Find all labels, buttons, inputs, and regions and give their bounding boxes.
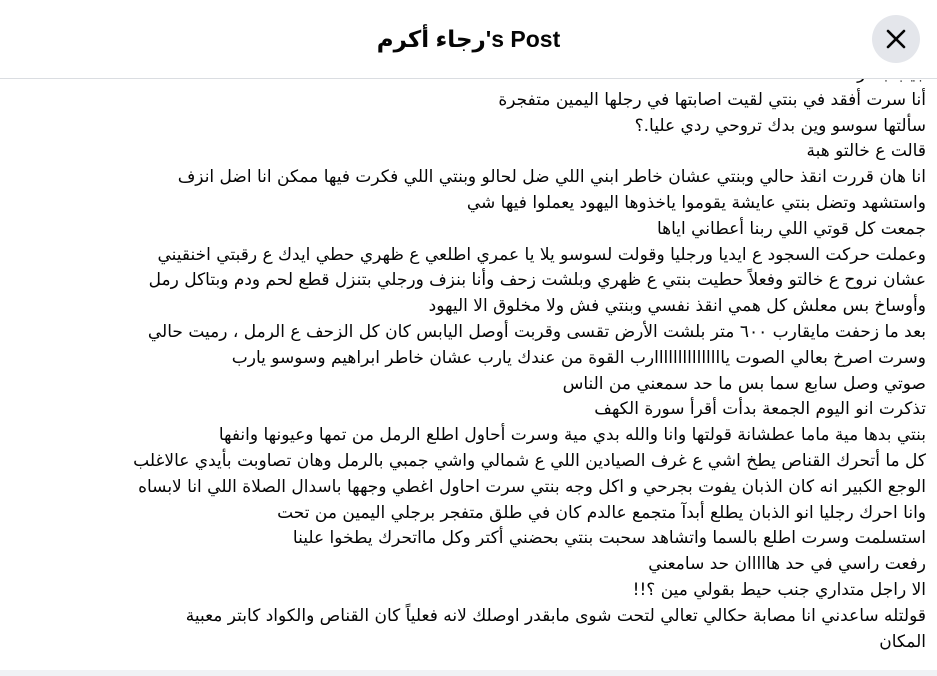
post-text-line: وعملت حركت السجود ع ايديا ورجليا وقولت لسوسو يلا يا عمري اطلعي ع ظهري حطي ايدك ع رقبتي اخنقيني	[157, 244, 926, 265]
post-text-line: جمعت كل قوتي اللي ربنا أعطاني اياها	[656, 218, 926, 239]
post-text-line: رفعت راسي في حد هااااان حد سامعني	[648, 554, 926, 575]
close-button[interactable]	[872, 15, 920, 63]
post-text-line: واستشهد وتضل بنتي عايشة يقوموا ياخذوها اليهود يعملوا فيها شي	[466, 192, 926, 213]
post-text-line: وأوساخ بس معلش كل همي انقذ نفسي وبنتي فش ولا مخلوق الا اليهود	[428, 296, 926, 317]
post-body	[10, 62, 927, 676]
post-text-line: استسلمت وسرت اطلع بالسما واتشاهد سحبت بنتي بحضني أكتر وكل مااتحرك يطخوا علينا	[292, 528, 926, 549]
post-text-line: تذكرت انو اليوم الجمعة بدأت أقرأ سورة الكهف	[594, 399, 926, 420]
post-text-line: بنتي بدها مية ماما عطشانة قولتها وانا والله بدي مية وسرت أحاول اطلع الرمل من تمها وعيونها وانفها	[218, 425, 926, 446]
post-text-line: بعد ما زحفت مايقارب ٦٠٠ متر بلشت الأرض تقسى وقربت أوصل اليابس كان كل الزحف ع الرمل ، رميت حالي	[147, 321, 926, 342]
post-text-line: سألتها سوسو وين بدك تروحي ردي عليا.؟	[634, 115, 926, 136]
post-text-line: كل ما أتحرك القناص يطخ اشي ع غرف الصيادين اللي ع شمالي واشي جمبي بالرمل وهان تصاوبت بأيدي عالاغلب	[133, 450, 926, 471]
post-text-line: الا راجل متداري جنب حيط بقولي مين ؟!!	[632, 579, 926, 600]
post-text-line: الوجع الكبير انه كان الذبان يفوت بجرحي و اكل وجه بنتي سرت احاول اغطي وجهها باسدال الصلاة اللي انا لابساه	[138, 476, 926, 497]
scroll-edge	[0, 670, 937, 676]
post-text-line: قولتله ساعدني انا مصابة حكالي تعالي لتحت شوى مابقدر اوصلك لانه فعلياً كان القناص والكواد كابتر معبية	[185, 605, 926, 626]
close-icon	[885, 28, 907, 50]
post-text-line: وسرت اصرخ بعالي الصوت يااااااااااااااارب القوة من عندك يارب عشان خاطر ابراهيم وسوسو يارب	[231, 347, 926, 368]
post-text-line: عشان نروح ع خالتو وفعلاً حطيت بنتي ع ظهري وبلشت زحف وأنا بنزف ورجلي بتنزل قطع لحم ودم وبتاكل رمل	[148, 270, 926, 291]
post-text-line: أنا سرت أفقد في بنتي لقيت اصابتها في رجلها اليمين متفجرة	[498, 89, 926, 110]
post-text-line: صوتي وصل سابع سما بس ما حد سمعني من الناس	[562, 373, 926, 394]
post-text-line: قالت ع خالتو هبة	[806, 141, 926, 162]
post-text	[10, 62, 927, 655]
post-text-line: انا هان قررت انقذ حالي وبنتي عشان خاطر ابني اللي ضل لحالو وبنتي اللي فكرت فيها ممكن انا اضل انزف	[177, 167, 926, 188]
post-text-line: المكان	[879, 631, 926, 652]
page-title: رجاء أكرم's Post	[376, 26, 561, 52]
dialog-header	[0, 0, 937, 79]
post-text-line: وانا احرك رجليا انو الذبان يطلع أبدآ متجمع عالدم كان في طلق متفجر برجلي اليمين من تحت	[277, 502, 926, 523]
